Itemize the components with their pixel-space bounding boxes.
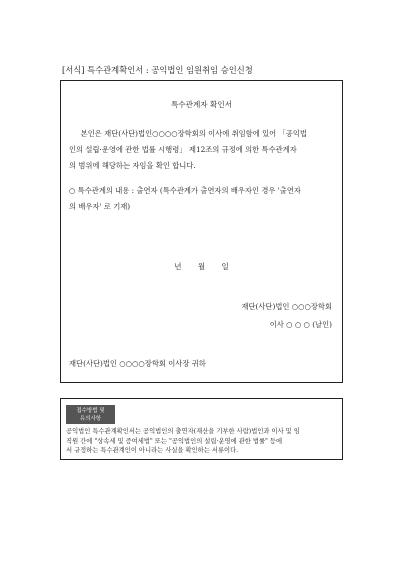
- statement-line-3: 의 범위에 해당하는 자임을 확인 합니다.: [69, 161, 196, 170]
- notice-label-badge: [66, 405, 115, 424]
- date-day-label: 일: [221, 262, 229, 271]
- signer-organization: 재단(사단)법인 ○○○장학회: [241, 302, 332, 311]
- recipient-line: 재단(사단)법인 ○○○○장학회 이사장 귀하: [69, 359, 206, 368]
- confirmation-statement: [69, 126, 335, 174]
- statement-line-2: 인의 설립·운영에 관한 법률 시행령」 제12조의 규정에 의한 특수관계자: [69, 145, 297, 154]
- date-year-label: 년: [174, 262, 182, 271]
- notice-box: [60, 398, 343, 460]
- notice-line-2: 직원 간에 "상속세 및 증여세법" 또는 "공익법인의 설립·운영에 관한 법률" 등에: [66, 437, 283, 445]
- date-line: [61, 261, 342, 272]
- confirmation-form-box: [60, 80, 343, 383]
- relation-line-1: ○ 특수관계의 내용 : 출연자 (특수관계가 출연자의 배우자인 경우 '출연자: [69, 186, 301, 195]
- notice-text: [66, 427, 337, 456]
- notice-label-line-1: 접수방법 및: [76, 408, 105, 414]
- document-title: 특수관계자 확인서: [170, 100, 233, 109]
- notice-line-1: 공익법인 특수관계확인서는 공익법인의 출연자(재산을 기부한 사람)법인과 이사 및 임: [66, 428, 300, 435]
- relation-description: [69, 183, 335, 215]
- notice-label-line-2: 유의사항: [79, 416, 102, 422]
- date-month-label: 월: [197, 262, 206, 271]
- form-caption: [서식] 특수관계확인서 : 공익법인 임원취임 승인신청: [62, 65, 253, 75]
- signer-name: 이사 ○ ○ ○ (날인): [269, 320, 332, 329]
- notice-line-3: 서 규정하는 특수관계인이 아니라는 사실을 확인하는 서류이다.: [66, 447, 239, 454]
- statement-line-1: 본인은 재단(사단)법인○○○○장학회의 이사에 취임함에 있어 「공익법: [80, 129, 307, 138]
- relation-line-2: 의 배우자' 로 기재): [69, 202, 131, 211]
